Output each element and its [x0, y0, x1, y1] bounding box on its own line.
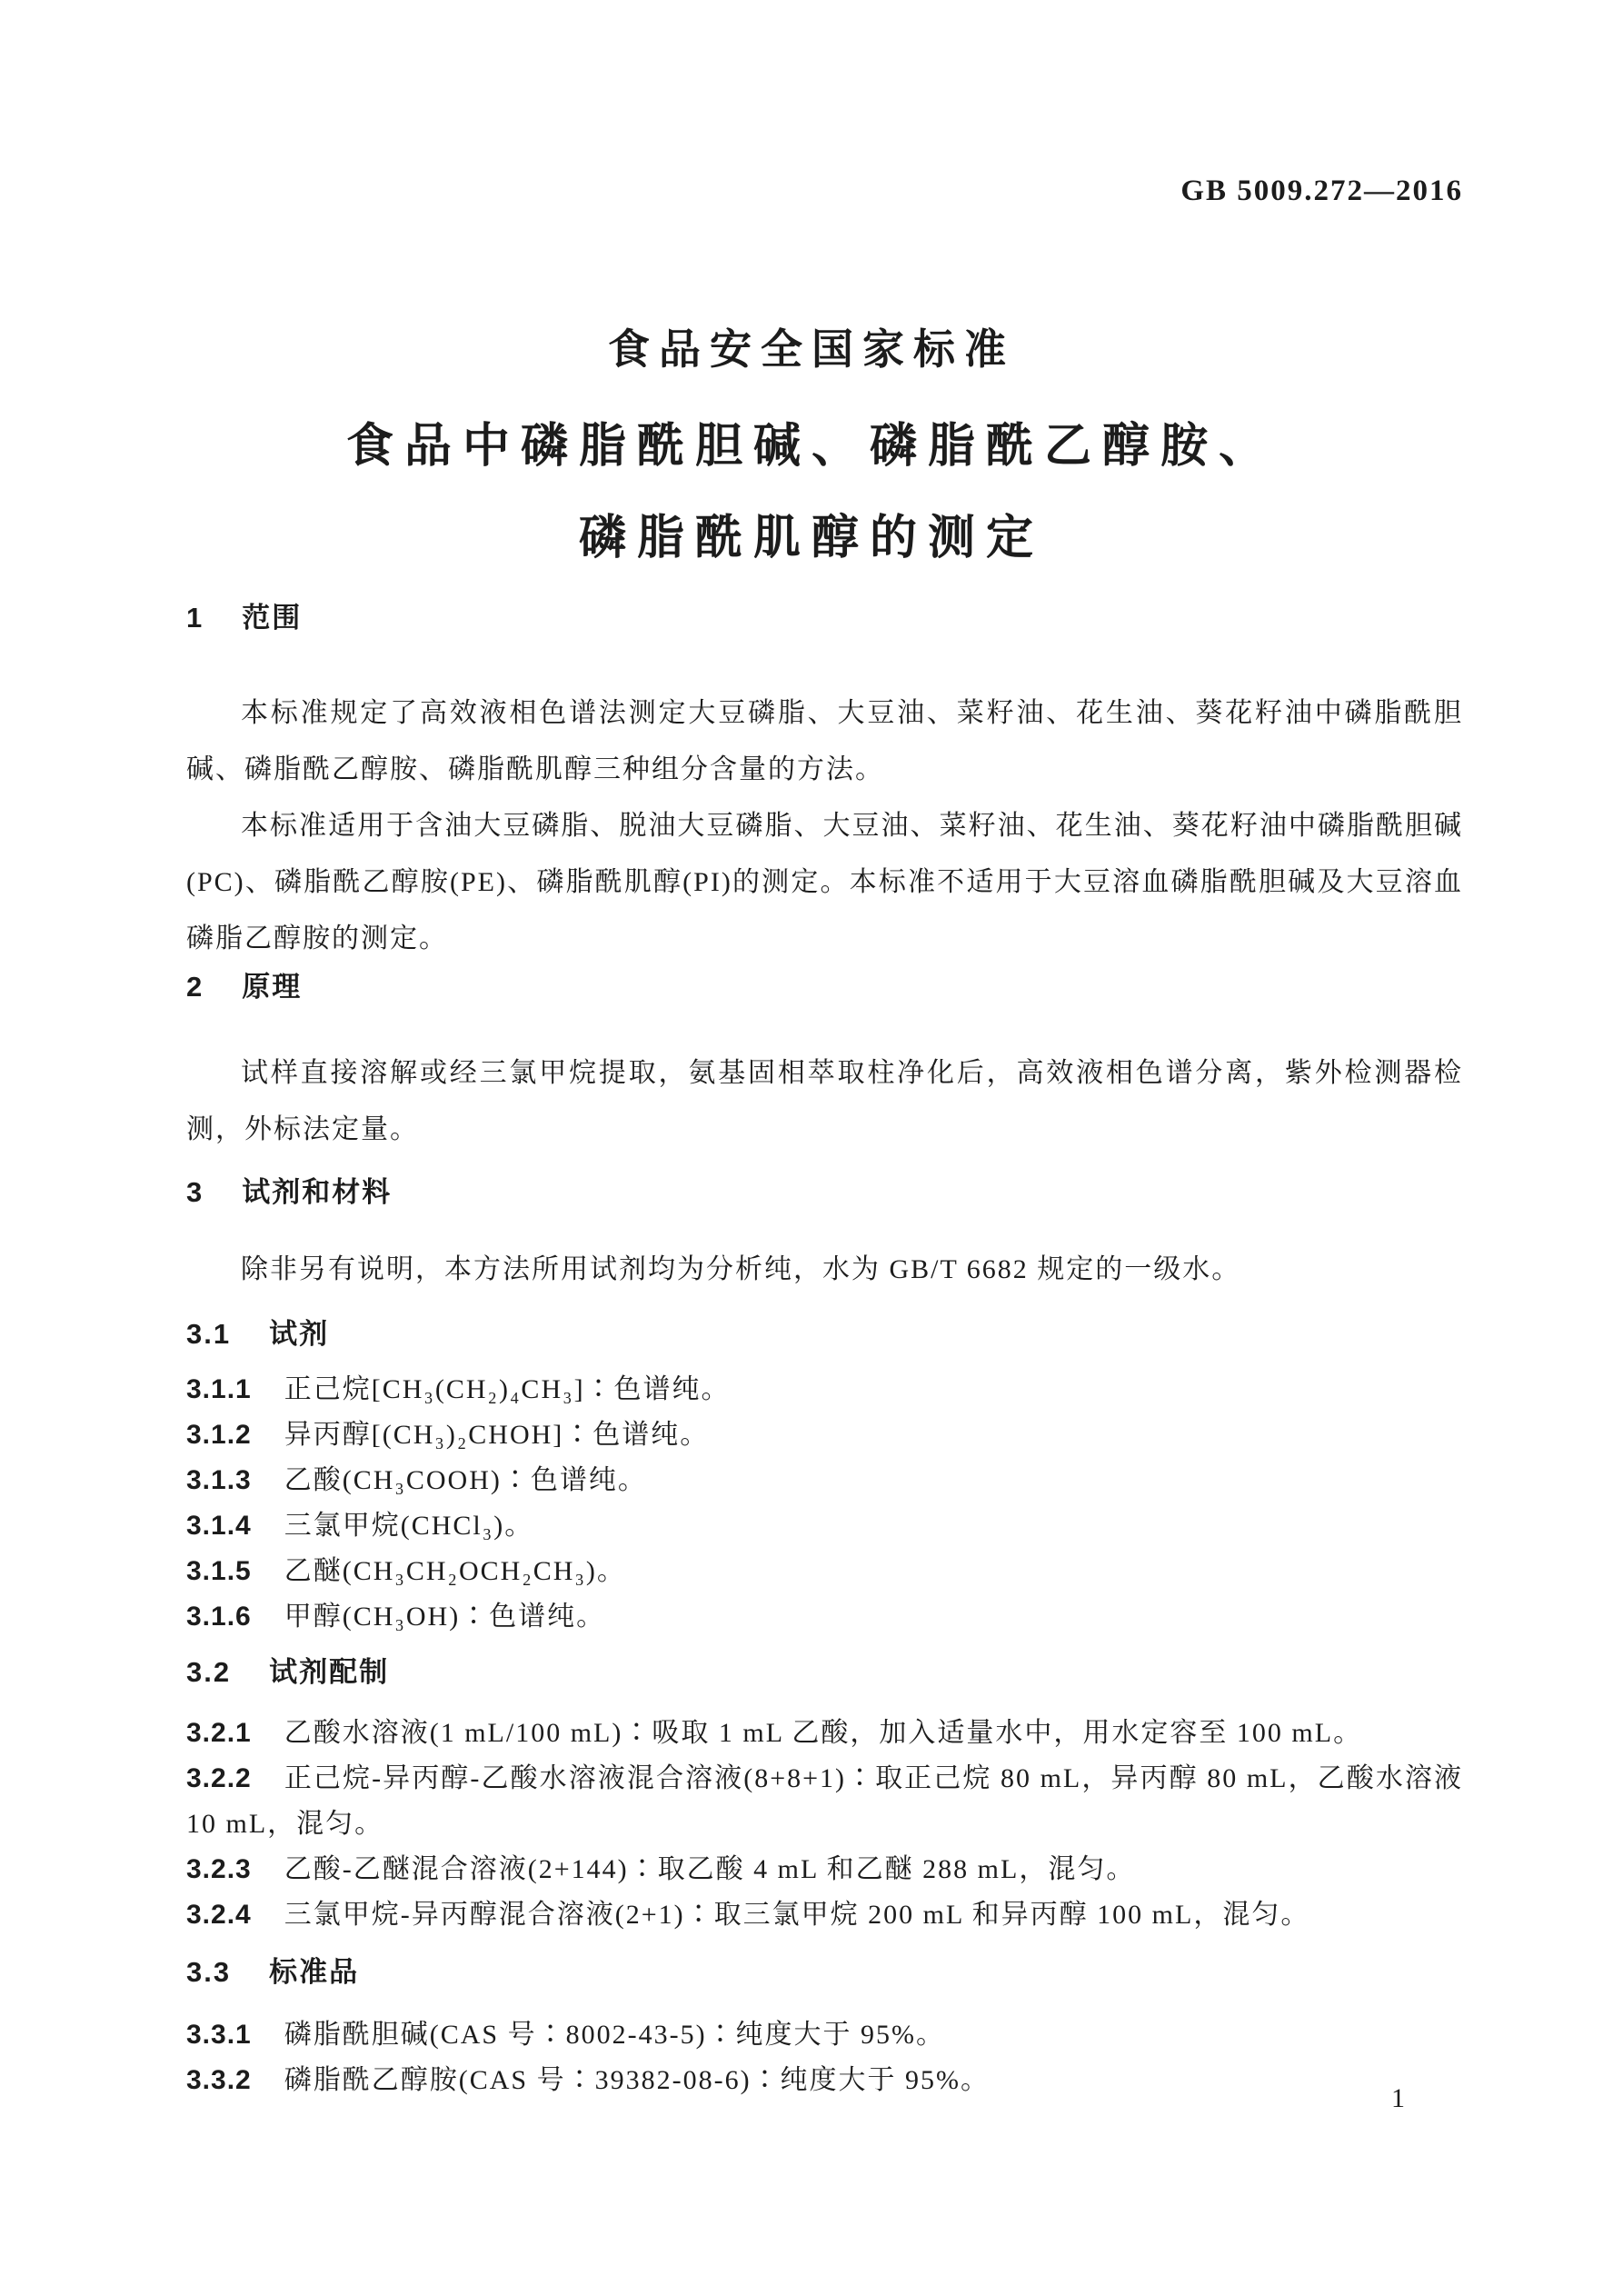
document-body — [186, 589, 1463, 2103]
clause-item — [186, 1711, 1463, 1756]
reagents-intro-paragraph: 除非另有说明，本方法所用试剂均为分析纯，水为 GB/T 6682 规定的一级水。 — [241, 1254, 1241, 1284]
clause-number: 3.1.3 — [186, 1465, 252, 1495]
section-heading-reagents — [186, 1173, 1463, 1213]
clause-number: 3.2.1 — [186, 1718, 252, 1748]
clause-text: 三氯甲烷-异丙醇混合溶液(2+1)∶取三氯甲烷 200 mL 和异丙醇 100 mL，混匀。 — [284, 1900, 1310, 1930]
subsection-number: 3.1 — [186, 1318, 232, 1350]
standard-number: GB 5009.272—2016 — [1180, 175, 1463, 207]
principle-paragraph: 试样直接溶解或经三氯甲烷提取，氨基固相萃取柱净化后，高效液相色谱分离，紫外检测器检测，外标法定量。 — [186, 1058, 1463, 1144]
clause-group-standards — [186, 2012, 1463, 2103]
clause-text: 异丙醇[(CH₃)₂CHOH]∶色谱纯。 — [284, 1420, 710, 1450]
standard-title-line2: 磷脂酰肌醇的测定 — [578, 512, 1044, 564]
clause-item — [186, 2012, 1463, 2058]
section-title: 试剂和材料 — [242, 1176, 393, 1208]
section-number: 2 — [186, 971, 204, 1003]
section-number: 3 — [186, 1176, 204, 1208]
clause-item — [186, 1892, 1463, 1938]
clause-number: 3.1.6 — [186, 1602, 252, 1632]
clause-item — [186, 1756, 1463, 1847]
clause-item — [186, 1458, 1463, 1503]
clause-number: 3.1.1 — [186, 1374, 252, 1404]
clause-text: 甲醇(CH₃OH)∶色谱纯。 — [284, 1602, 606, 1632]
clause-text: 乙酸水溶液(1 mL/100 mL)∶吸取 1 mL 乙酸，加入适量水中，用水定容至 100 mL。 — [284, 1718, 1363, 1748]
clause-number: 3.2.4 — [186, 1900, 252, 1930]
subsection-title: 试剂配制 — [269, 1656, 390, 1688]
section-title: 范围 — [242, 602, 303, 634]
clause-number: 3.2.3 — [186, 1854, 252, 1884]
page-number: 1 — [1391, 2083, 1405, 2113]
section-heading-principle — [186, 967, 1463, 1007]
clause-number: 3.3.2 — [186, 2065, 252, 2095]
clause-text: 三氯甲烷(CHCl₃)。 — [284, 1511, 534, 1541]
section-heading-scope — [186, 598, 1463, 638]
clause-item — [186, 1413, 1463, 1458]
clause-item — [186, 1549, 1463, 1594]
subsection-heading-reagent — [186, 1314, 1463, 1354]
subsection-title: 试剂 — [269, 1318, 330, 1350]
clause-text: 磷脂酰乙醇胺(CAS 号∶39382-08-6)∶纯度大于 95%。 — [284, 2065, 991, 2095]
subsection-heading-reagent-preparation — [186, 1652, 1463, 1692]
scope-paragraph-1: 本标准规定了高效液相色谱法测定大豆磷脂、大豆油、菜籽油、花生油、葵花籽油中磷脂酰胆碱、磷脂酰乙醇胺、磷脂酰肌醇三种组分含量的方法。 — [186, 698, 1463, 784]
clause-number: 3.1.2 — [186, 1420, 252, 1450]
clause-group-reagent — [186, 1367, 1463, 1640]
section-title: 原理 — [242, 971, 303, 1003]
clause-item — [186, 2058, 1463, 2103]
subsection-number: 3.3 — [186, 1956, 232, 1988]
subsection-title: 标准品 — [269, 1956, 360, 1988]
clause-item — [186, 1503, 1463, 1549]
clause-item — [186, 1367, 1463, 1413]
clause-text: 乙酸(CH₃COOH)∶色谱纯。 — [284, 1465, 647, 1495]
section-number: 1 — [186, 602, 204, 634]
subsection-heading-standards — [186, 1952, 1463, 1992]
clause-text: 正己烷-异丙醇-乙酸水溶液混合溶液(8+8+1)∶取正己烷 80 mL，异丙醇 80 mL，乙酸水溶液 10 mL，混匀。 — [186, 1763, 1463, 1839]
clause-item — [186, 1594, 1463, 1640]
clause-text: 正己烷[CH₃(CH₂)₄CH₃]∶色谱纯。 — [284, 1374, 731, 1404]
standard-category-title: 食品安全国家标准 — [608, 325, 1015, 373]
clause-number: 3.2.2 — [186, 1763, 252, 1793]
clause-text: 乙醚(CH₃CH₂OCH₂CH₃)。 — [284, 1556, 626, 1586]
standard-title-line1: 食品中磷脂酰胆碱、磷脂酰乙醇胺、 — [345, 420, 1277, 473]
scope-paragraph-2: 本标准适用于含油大豆磷脂、脱油大豆磷脂、大豆油、菜籽油、花生油、葵花籽油中磷脂酰胆碱(PC)、磷脂酰乙醇胺(PE)、磷脂酰肌醇(PI)的测定。本标准不适用于大豆溶血磷脂酰胆碱及大豆溶血磷脂乙醇胺的测定。 — [186, 811, 1463, 953]
clause-text: 乙酸-乙醚混合溶液(2+144)∶取乙酸 4 mL 和乙醚 288 mL，混匀。 — [284, 1854, 1136, 1884]
title-block — [0, 316, 1623, 567]
clause-number: 3.3.1 — [186, 2020, 252, 2050]
clause-number: 3.1.5 — [186, 1556, 252, 1586]
clause-number: 3.1.4 — [186, 1511, 252, 1541]
clause-group-reagent-preparation — [186, 1711, 1463, 1938]
clause-item — [186, 1847, 1463, 1892]
subsection-number: 3.2 — [186, 1656, 232, 1688]
clause-text: 磷脂酰胆碱(CAS 号∶8002-43-5)∶纯度大于 95%。 — [284, 2020, 946, 2050]
